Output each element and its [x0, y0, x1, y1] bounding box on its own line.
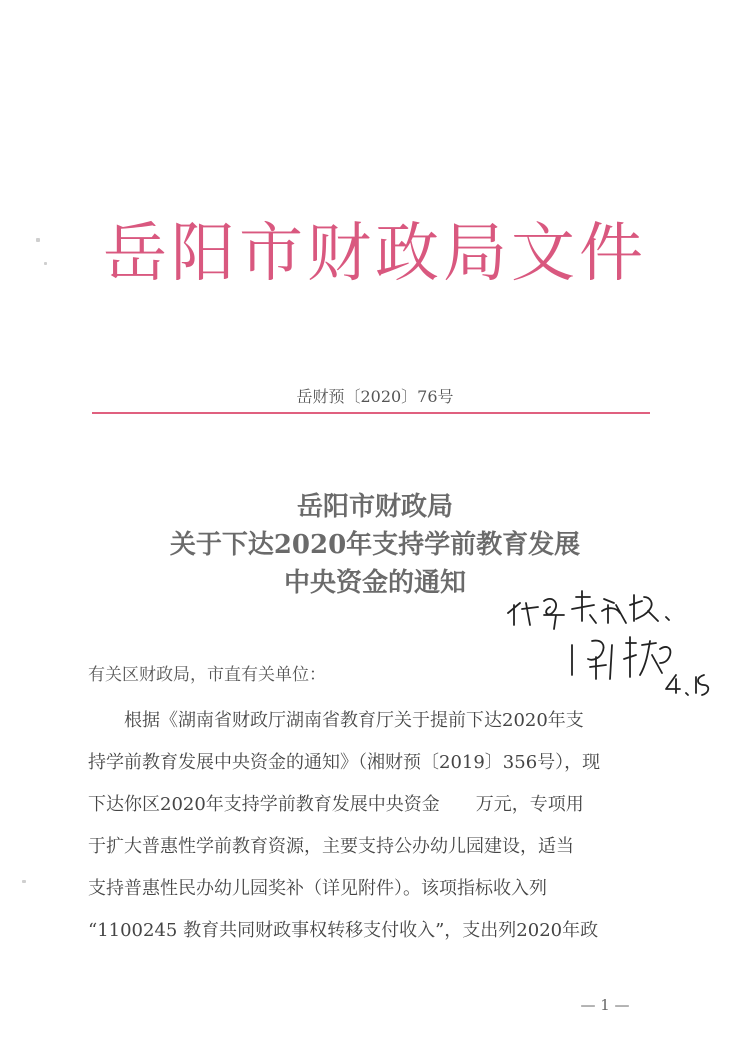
scan-mark: [22, 880, 26, 883]
handwritten-annotation: [500, 575, 730, 705]
notice-title-line: 岳阳市财政局: [296, 492, 453, 522]
notice-title-line: 中央资金的通知: [283, 568, 466, 598]
scan-mark: [36, 238, 40, 242]
body-line: “1100245 教育共同财政事权转移支付收入”，支出列2020年政: [88, 920, 599, 941]
salutation: 有关区财政局，市直有关单位：: [88, 665, 326, 685]
body-paragraph: [88, 700, 656, 952]
document-header-title: 岳阳市财政局文件: [103, 217, 647, 291]
scan-mark: [44, 262, 47, 265]
body-line: 根据《湖南省财政厅湖南省教育厅关于提前下达2020年支: [88, 710, 584, 731]
body-line: 下达你区2020年支持学前教育发展中央资金 万元，专项用: [88, 794, 584, 815]
page-number: — 1 —: [580, 996, 630, 1014]
document-number: 岳财预〔2020〕76号: [296, 387, 454, 406]
body-line: 支持普惠性民办幼儿园奖补（详见附件）。该项指标收入列: [88, 878, 547, 899]
body-line: 持学前教育发展中央资金的通知》（湘财预〔2019〕356号），现: [88, 752, 601, 773]
header-divider: [92, 412, 650, 414]
body-line: 于扩大普惠性学前教育资源，主要支持公办幼儿园建设，适当: [88, 836, 574, 857]
notice-title-line: 关于下达2020年支持学前教育发展: [169, 530, 581, 560]
